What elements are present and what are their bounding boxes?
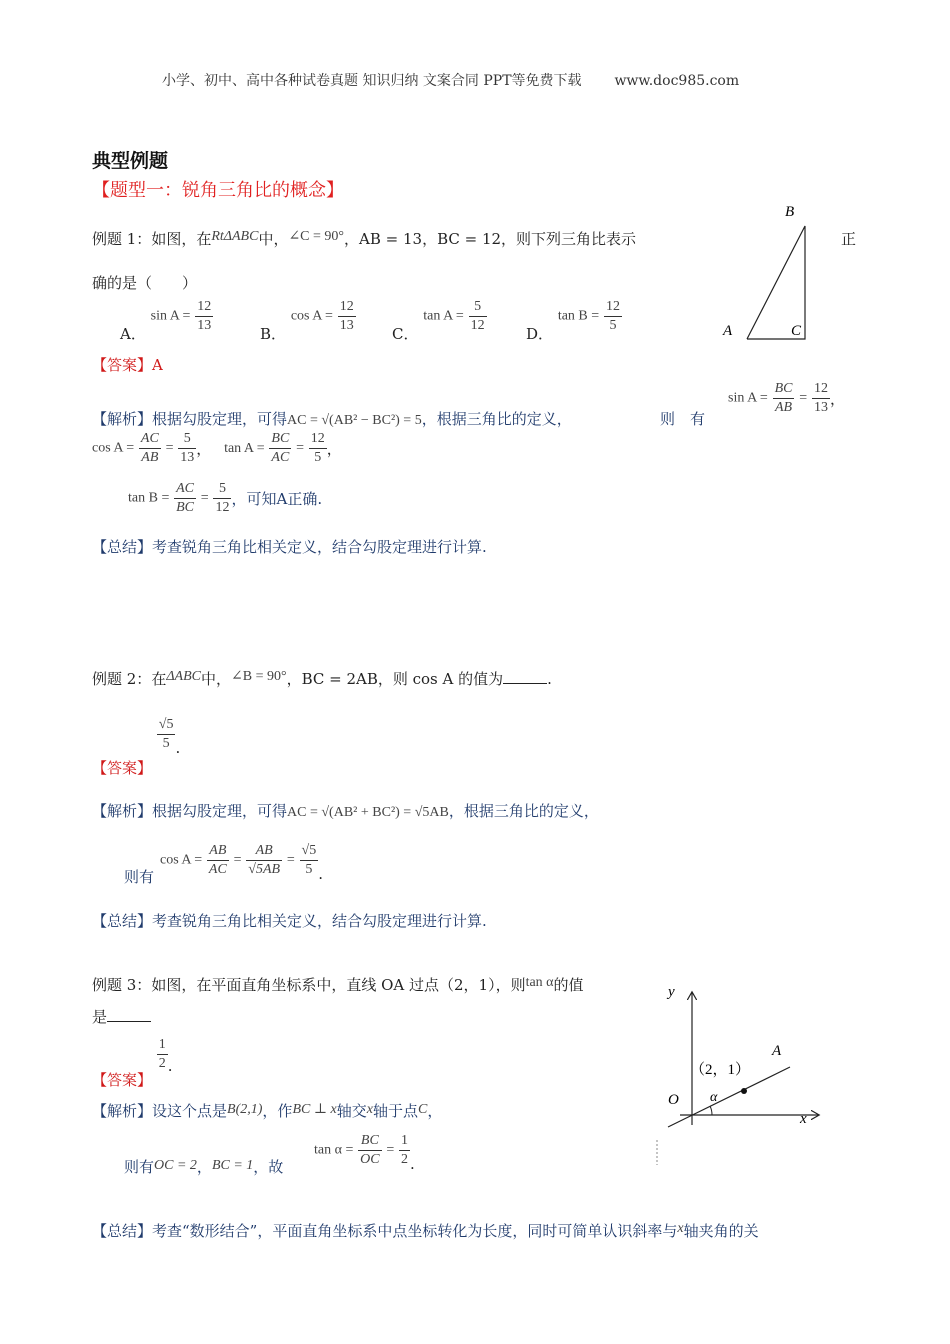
ex2-label: 例题 2： <box>92 670 152 688</box>
header-text: 小学、初中、高中各种试卷真题 知识归纳 文案合同 PPT等免费下载 <box>162 73 582 89</box>
ex1-option-c[interactable]: C． tan A = $\frac{5}{12}$ <box>392 299 485 343</box>
answer-blank[interactable] <box>107 1007 151 1022</box>
fraction: $\frac{12}{13}$ <box>339 299 354 333</box>
ex3-label: 例题 3： <box>92 976 152 994</box>
page-header <box>162 70 739 90</box>
ex3-answer: 【答案】 $\frac{1}{2}$ . <box>92 1037 173 1089</box>
ex1-option-a[interactable]: A． sin A = $\frac{12}{13}$ <box>120 299 212 343</box>
ex1-label: 例题 1： <box>92 230 152 248</box>
ex2-cos-line: 则有 <box>124 868 155 886</box>
ex1-option-b[interactable]: B． cos A = $\frac{12}{13}$ <box>260 299 354 343</box>
ex2-answer: 【答案】 $\frac{√5}{5}$ . <box>92 717 181 777</box>
ex1-triangle-figure <box>715 198 825 348</box>
ex3-question-line1: 例题 3：如图，在平面直角坐标系中，直线 OA 过点（2，1），则tan α的值 <box>92 975 584 994</box>
angle-arc <box>710 1106 712 1115</box>
section-title: 典型例题 <box>92 150 169 172</box>
ex2-question: 例题 2：在ΔABC中，∠B = 90°，BC = 2AB，则 cos A 的值为 . <box>92 669 552 688</box>
point-marker <box>741 1088 747 1094</box>
ex1-option-d[interactable]: D． tan B = $\frac{12}{5}$ <box>526 299 620 343</box>
y-axis-label: y <box>668 984 675 1000</box>
subsection-title: 【题型一：锐角三角比的概念】 <box>92 180 344 201</box>
ex3-conclusion-line: 则有OC = 2，BC = 1，故 <box>124 1158 284 1176</box>
point-coordinates-label: （2，1） <box>690 1062 751 1078</box>
ex1-analysis-line1: 【解析】根据勾股定理，可得AC = √(AB² − BC²) = 5，根据三角比的定义， <box>92 410 572 428</box>
header-url[interactable]: www.doc985.com <box>614 73 740 89</box>
ex1-question-line1: 例题 1：如图，在RtΔABC中，∠C = 90°，AB = 13，BC = 12，则下列三角比表示 <box>92 229 637 248</box>
ex1-question-line2: 确的是（ ） <box>92 274 198 292</box>
vertex-b-label: B <box>785 204 795 220</box>
x-axis-label: x <box>800 1111 807 1127</box>
fraction: $\frac{12}{5}$ <box>605 299 620 333</box>
ex3-summary: 【总结】考查“数形结合”，平面直角坐标系中点坐标转化为长度，同时可简单认识斜率与x轴夹角的关 <box>92 1221 759 1240</box>
ex3-question-line2: 是 <box>92 1006 151 1027</box>
ex2-cos-formula: cos A = $\frac{AB}{AC}$ = $\frac{AB}{√5AB}$ = $\frac{√5}{5}$ . <box>160 843 323 883</box>
ex3-tan-formula: tan α = $\frac{BC}{OC}$ = $\frac{1}{2}$ . <box>314 1133 415 1173</box>
point-a-label: A <box>772 1043 782 1059</box>
vertex-c-label: C <box>791 323 802 339</box>
fraction: $\frac{12}{13}$ <box>197 299 212 333</box>
vertex-a-label: A <box>723 323 733 339</box>
ex1-question-tail: 正 <box>841 230 857 248</box>
ex2-analysis: 【解析】根据勾股定理，可得AC = √(AB² + BC²) = √5AB，根据三角比的定义， <box>92 802 599 820</box>
ex3-coordinate-figure <box>650 975 830 1170</box>
ex1-summary: 【总结】考查锐角三角比相关定义，结合勾股定理进行计算. <box>92 538 487 556</box>
ex1-tanB-line: tan B = $\frac{AC}{BC}$ = $\frac{5}{12}$ ，可知A正确. <box>128 481 323 515</box>
ex2-summary: 【总结】考查锐角三角比相关定义，结合勾股定理进行计算. <box>92 912 487 930</box>
fraction: $\frac{5}{12}$ <box>470 299 485 333</box>
ex1-answer: 【答案】A <box>92 356 163 374</box>
ex1-analysis-then: 则 有 <box>660 410 706 428</box>
ex1-cos-tan-line: cos A = $\frac{AC}{AB}$ = $\frac{5}{13}$ ， tan A = $\frac{BC}{AC}$ = $\frac{12}{5}$ ， <box>92 431 342 465</box>
answer-blank[interactable] <box>503 669 547 684</box>
alpha-label: α <box>710 1090 718 1105</box>
ex3-analysis: 【解析】设这个点是B(2,1)，作BC ⊥ x轴交x轴于点C， <box>92 1102 443 1120</box>
ex1-sinA: sin A = $\frac{BC}{AB}$ = $\frac{12}{13}$ ， <box>728 381 845 415</box>
origin-label: O <box>668 1092 679 1108</box>
